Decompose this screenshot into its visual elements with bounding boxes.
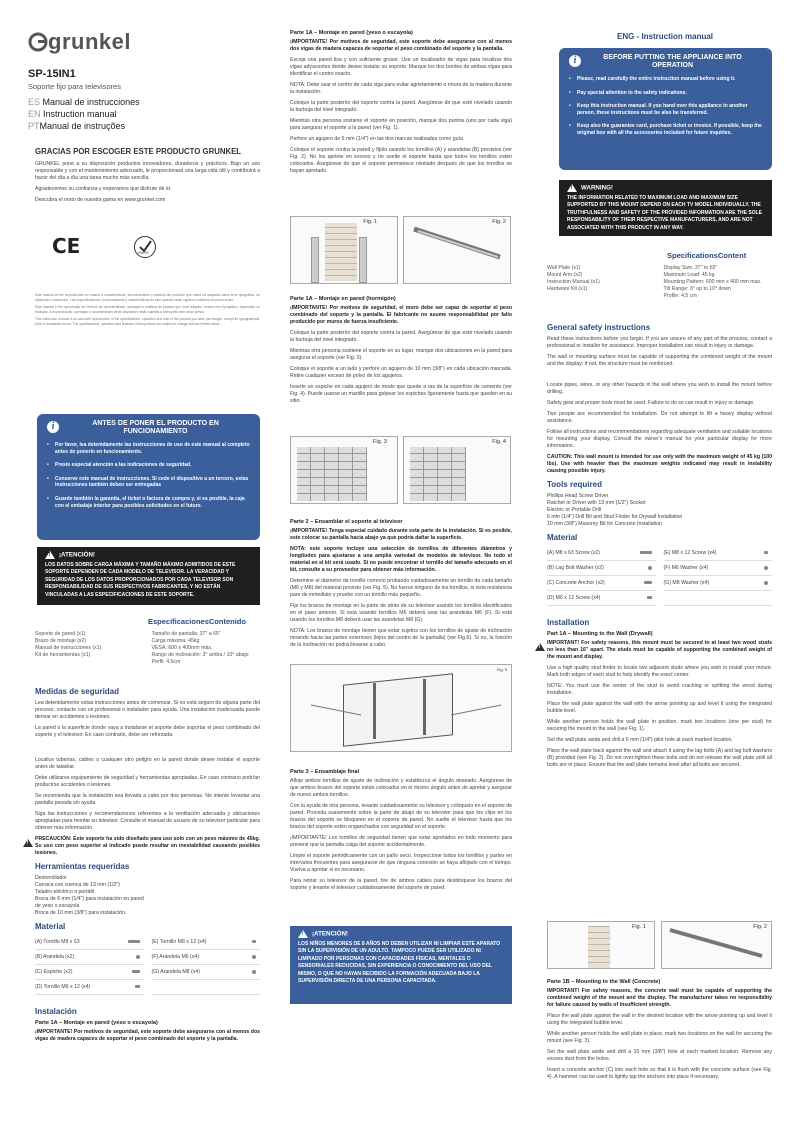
section-paragraph: NOTA: Debe usar el centro de cada viga para evitar agrietamiento o rotura de la madera durante la instalación.: [290, 82, 512, 95]
tool-item: Ratchet or Driver with 13 mm (1/2") Socket: [547, 500, 646, 506]
material-label: (D) M6 x 12 Screw (x4): [547, 595, 601, 601]
attention-body: LOS DATOS SOBRE CARGA MÁXIMA Y TAMAÑO MÁXIMO ADMITIDOS DE ESTE SOPORTE DEPENDEN DE CADA MODELO DE TELEVISOR. LA VERACIDAD Y SEGURIDAD DE LOS DATOS PROPORCIONADOS POR CADA TELEVISOR SON RESPONSABILIDAD DE SUS RESPECTIVOS FABRICANTES, Y NO ESTÁN VINCULADAS A LAS ESPECIFICACIONES DE ESTE SOPORTE.: [45, 562, 236, 598]
legal-notice-es: Este manual es fiel reproducción en cuanto a características, funcionamiento y estética del producto que usted ha adquirido salvo error tipográfico, de impresión o traducción. Las especificaciones, funcionamiento y características de este aparato están sujetos a cambios sin previo aviso.: [35, 293, 260, 302]
spec-item: VESA: 600 x 400mm máx.: [151, 645, 213, 651]
content-item: Hardware Kit (x1): [547, 286, 588, 292]
specs-heading-b: Contenido: [208, 617, 246, 626]
before-use-item: • Preste especial atención a las indicaciones de seguridad.: [47, 462, 250, 469]
lang-label: Manual de instrucciones: [42, 97, 140, 107]
thanks-title: GRACIAS POR ESCOGER ESTE PRODUCTO GRUNKEL: [35, 147, 242, 156]
spec-item: Mounting Pattern: 600 mm x 400 mm max.: [663, 279, 762, 285]
before-use-item: • Keep this instruction manual. If you hand over this appliance to another person, these instructions must be also be transferred.: [569, 103, 762, 116]
tool-item: 10 mm (3/8") Masonry Bit for Concrete Installation: [547, 521, 662, 527]
installation-title: Installation: [547, 618, 590, 627]
figure-label: Fig. 5: [496, 667, 507, 672]
caution-text: CAUTION: This wall mount is intended for use only with the maximum weight of 45 kg (100 lbs). Use with heavier than the maximum weights indicated may result in instability causing possible injury.: [547, 454, 772, 474]
section-paragraph: Coloque el soporte contra la pared y fíjelo usando los tornillos (A) y arandelas (B) provistos (ver Fig. 2). No los apriete en exceso y no suelte el soporte hasta que todos los tornillos estén colocados. Asegúrese de que el soporte permanece nivelado después de que los tornillos se hayan apretado.: [290, 147, 512, 174]
spec-item: Maximum Load: 45 kg: [663, 272, 715, 278]
specs-heading: [667, 251, 746, 260]
legal-notice-en: This instruction manual is an accurate reproduction of the specifications, operation and look of the product you have just bought, except for typographical, print or translation errors. The specifications, operation and features of this product are subject to change without further notice.: [35, 317, 260, 326]
specs-table: [547, 265, 772, 300]
section-paragraph: Perfore un agujero de 6 mm (1/4") en las dos marcas realizadas como guía.: [290, 136, 465, 142]
before-use-box: [559, 48, 772, 170]
warning-icon: !: [298, 930, 308, 938]
section-paragraph: Coloque el soporte a un lado y perfore un agujero de 10 mm (3/8") en cada ubicación marcada. Retire cualquier exceso de polvo de los agujeros.: [290, 366, 512, 379]
material-grid: [35, 935, 260, 995]
material-label: (E) Tornillo M8 x 12 (x4): [151, 939, 207, 945]
lang-code: PT: [28, 121, 40, 131]
rohs-label: RoHS: [138, 250, 149, 255]
figure-1: [547, 921, 655, 969]
stud-illustration: [359, 237, 367, 283]
safety-paragraph: Two people are recommended for installation. Do not attempt to lift a heavy display without assistance.: [547, 411, 772, 424]
before-use-item: • Guarde también la garantía, el ticket o factura de compra y, si es posible, la caja con el embalaje interior para posibles solicitudes en el futuro.: [47, 496, 250, 509]
section-paragraph: NOTA: este soporte incluye una selección de tornillos de diferentes diámetros y longitudes para ajustarse a una amplia variedad de modelos de televisor. No todo el material en el kit será usado. Si no puede encontrar el tornillo del tamaño adecuado en el kit, consulte a su proveedor para obtener más información.: [290, 546, 512, 573]
thanks-paragraph: Agradecemos su confianza y esperamos que disfrute de él.: [35, 186, 172, 192]
brick-wall-illustration: [410, 447, 466, 501]
brand-logo-text: grunkel: [48, 29, 131, 54]
warning-icon: !: [567, 184, 577, 192]
thanks-paragraph: GRUNKEL pone a su disposición productos innovadores, duraderos y prácticos. Bajo un uso responsable y con el mantenimiento adecuado, le proporcionará una larga vida útil y contribuirá a hacer del día a día una tarea mucho más sencilla.: [35, 161, 260, 181]
section-paragraph: Insert a concrete anchor (C) into each hole so that it is flush with the concrete surface (see Fig. 4). A hammer can be used to lightly tap the anchors into place if necessary.: [547, 1067, 772, 1080]
language-list: [28, 96, 228, 132]
section-paragraph: Escoja una pared lisa y con suficiente grosor. Use un localizador de vigas para localizar dos vigas adyacentes donde desee instalar su soporte. Marque los dos bordes de ambas vigas para identificar el centro exacto.: [290, 57, 512, 77]
section-title: Parte 1B – Mounting to the Wall (Concrete): [547, 979, 661, 985]
installation-title: Instalación: [35, 1007, 77, 1016]
material-label: (G) Arandela M8 (x4): [151, 969, 200, 975]
material-item: [152, 965, 261, 980]
before-use-title: BEFORE PUTTING THE APPLIANCE INTO OPERATION: [603, 54, 742, 69]
warning-title: WARNING!: [581, 184, 613, 192]
section-title: Parte 1A – Montaje en pared (yeso o escayola): [290, 30, 413, 36]
before-use-box: [37, 414, 260, 540]
warning-icon: !: [45, 551, 55, 559]
spec-item: Display Size: 37" to 65": [663, 265, 718, 271]
section-paragraph: ¡IMPORTANTE! Por motivos de seguridad, el muro debe ser capaz de soportar el peso combinado del soporte y la pantalla. El fabricante no asume responsabilidad por fallo producido por muros de fuerza insuficiente.: [290, 305, 512, 325]
figure-3: [290, 436, 398, 504]
section-paragraph: Set the wall plate aside and drill a 6 mm (1/4") pilot hole at each marked location.: [547, 737, 733, 743]
tool-item: Broca de 10 mm (3/8") para instalación.: [35, 910, 127, 916]
material-label: (C) Concrete Anchor (x2): [547, 580, 605, 586]
installation-paragraph: ¡IMPORTANTE! Por motivos de seguridad, este soporte debe asegurarse con al menos dos vigas de madera capaces de soportar el peso combinado del soporte y la pantalla.: [35, 1029, 260, 1042]
info-icon: i: [47, 421, 59, 433]
warning-box: [559, 180, 772, 236]
section-paragraph: While another person holds the wall plate in place, mark two locations on the wall for securing the mount (see Fig. 3).: [547, 1031, 772, 1044]
section-paragraph: Determine el diámetro de tornillo correcto probando cuidadosamente un tornillo de cada tamaño (M6 y M8) del material provisto (ver Fig. 5). No fuerce ninguno de los tornillos, si nota resistencia pare de inmediato y pruebe con un tornillo más pequeño.: [290, 578, 513, 598]
screw-icon: [252, 940, 256, 943]
material-item: [664, 546, 773, 561]
section-paragraph: ¡IMPORTANTE! Los tornillos de seguridad tienen que estar apretados en todo momento para prevenir que la pantalla caiga del soporte accidentalmente.: [290, 835, 512, 848]
wall-plate-illustration: [325, 223, 357, 281]
tool-item: Broca de 6 mm (1/4") para instalación en pared de yeso o escayola: [35, 896, 144, 909]
safety-title: General safety instructions: [547, 323, 651, 332]
warning-body: THE INFORMATION RELATED TO MAXIMUM LOAD AND MAXIMUM SIZE SUPPORTED BY THIS MOUNT DEPEND ON EACH TV MODEL INDIVIDUALLY. THE TRUTHFULNESS AND SAFETY OF THE PROVIDED INFORMATION ARE THE SOLE RESPONSABILITY OF THEIR RESPECTIVE MANUFACTURERS, AND ARE NOT ASSOCIATED WITH THIS PRODUCT IN ANY WAY.: [567, 195, 763, 231]
before-use-item: • Keep also the guarantee card, purchase ticket or invoice. If possible, keep the original box with all the accessories included for future inquiries.: [569, 123, 762, 136]
material-label: (D) Tornillo M6 x 12 (x4): [35, 984, 91, 990]
product-subtitle: Soporte fijo para televisores: [28, 82, 121, 91]
column-spanish-installation: [290, 0, 512, 1134]
tool-item: Taladro eléctrico o portátil: [35, 889, 95, 895]
before-use-item: • Pay special attention to the safety indications.: [569, 90, 762, 97]
safety-paragraph: Se recomienda que la instalación sea llevada a cabo por dos personas. No intente levantar una pantalla pesada sin ayuda.: [35, 793, 260, 806]
material-label: (B) Arandela (x2): [35, 954, 75, 960]
section-paragraph: Mientras otra persona sostiene el soporte en posición, marque dos puntos (uno por cada viga) para asegurar el soporte a la pared (ver Fig. 1).: [290, 118, 512, 131]
figure-5: [290, 664, 512, 752]
figure-label: Fig. 1: [363, 219, 377, 225]
stud-illustration: [311, 237, 319, 283]
section-paragraph: Coloque la parte posterior del soporte contra la pared. Asegúrese de que esté nivelado usando la burbuja del nivel integrado.: [290, 100, 512, 113]
material-item: [547, 546, 656, 561]
section-title: Part 1A – Mounting to the Wall (Drywall): [547, 631, 653, 637]
safety-paragraph: Follow all instructions and recommendations regarding adequate ventilation and suitable locations for mounting your display. Consult the owner's manual for your particular display for more information.: [547, 429, 772, 449]
installation-subtitle: Parte 1A – Montaje en pared (yeso o escayola): [35, 1020, 158, 1026]
material-item: [664, 576, 773, 591]
section-title: Parte 3 – Ensamblaje final: [290, 769, 360, 775]
material-item: [35, 980, 144, 995]
content-item: Instruction Manual (x1): [547, 279, 600, 285]
section-paragraph: Coloque la parte posterior del soporte contra la pared. Asegúrese de que esté nivelado usando la burbuja del nivel integrado.: [290, 330, 512, 343]
screw-icon: [128, 940, 140, 943]
section-paragraph: ¡IMPORTANTE! Tenga especial cuidado durante esta parte de la instalación. Si es posible, este colocar su pantalla hacia abajo ya que podría dañar la superficie.: [290, 528, 512, 541]
section-paragraph: Para retirar su televisor de la pared, tire de ambos cables para desbloquear los brazos del soporte y levante el televisor cuidadosamente del soporte de pared.: [290, 878, 512, 891]
washer-icon: [764, 566, 768, 570]
washer-icon: [252, 955, 256, 959]
material-title: Material: [547, 533, 578, 542]
safety-paragraph: Read these instructions before you begin. If you are unsure of any part of the process, contact a professional or installer for assistance. Improper installation can result in injury or damage.: [547, 336, 772, 349]
figure-1: [290, 216, 398, 284]
safety-paragraph: Safety gear and proper tools must be used. Failure to do so can result in injury or damage.: [547, 400, 755, 406]
safety-title: Medidas de seguridad: [35, 687, 120, 696]
material-grid: [547, 546, 772, 606]
specs-heading-b: Content: [717, 251, 747, 260]
tool-item: Phillips Head Screw Driver: [547, 493, 609, 499]
material-item: [35, 935, 144, 950]
attention-title: ¡ATENCIÓN!: [312, 930, 348, 938]
safety-paragraph: Locate pipes, wires, or any other hazards in the wall where you wish to install the mount before drilling.: [547, 382, 772, 395]
warning-icon: !: [535, 643, 545, 651]
section-paragraph: Con la ayuda de otra persona, levante cuidadosamente su televisor y colóquelo en el soporte de pared. Proceda suavemente sobre la parte de abajo de su televisor para que los clips en los brazos del soporte se bloqueen en el soporte de pared. No suelte el televisor hasta que los brazos del soporte estén enganchados con seguridad en el soporte.: [290, 803, 512, 830]
warning-icon: !: [23, 839, 33, 847]
material-label: (A) Tornillo M8 x 63: [35, 939, 80, 945]
material-label: (F) M6 Washer (x4): [663, 565, 709, 571]
wall-plate-illustration: [588, 926, 610, 968]
figure-label: Fig. 2: [492, 219, 506, 225]
section-paragraph: Mientras otra persona sostiene el soporte en su lugar, marque dos ubicaciones en la pared para asegurar el soporte (ver Fig. 3).: [290, 348, 512, 361]
material-item: [664, 561, 773, 576]
specs-heading-a: Specifications: [667, 251, 718, 260]
material-item: [547, 576, 656, 591]
content-item: Kit de herramientas (x1): [35, 652, 91, 658]
before-use-title: ANTES DE PONER EL PRODUCTO EN FUNCIONAMIENTO: [92, 420, 219, 435]
tool-item: Carraca con cuenca de 13 mm (1/2"): [35, 882, 120, 888]
grunkel-logo: [28, 28, 148, 56]
children-warning-box: [290, 926, 512, 1004]
column-spanish-intro: [28, 0, 260, 1134]
lang-label: Manual de instruções: [39, 121, 126, 131]
thanks-paragraph: Descubra el resto de nuestra gama en www.grunkel.com: [35, 197, 166, 203]
before-use-item: • Conserve este manual de instrucciones. Si cede el dispositivo a un tercero, estas instrucciones también deben ser entregadas: [47, 476, 250, 489]
figure-2: [661, 921, 772, 969]
section-paragraph: Limpie el soporte periódicamente con un paño seco. Inspeccione todos los tornillos y partes en intervalos frecuentes para asegurarse de que ninguna conexión se haya aflojado con el tiempo. Vuelva a apretar si es necesario.: [290, 853, 512, 873]
material-item: [152, 935, 261, 950]
material-item-empty: [152, 980, 261, 995]
section-paragraph: Place the wall plate against the wall in the desired location with the arrow pointing up and level it using the integrated bubble level.: [547, 1013, 772, 1026]
material-item-empty: [664, 591, 773, 606]
screw-icon: [640, 551, 652, 554]
bolt-illustration: [404, 217, 512, 285]
specs-table: [35, 631, 260, 666]
content-item: Mount Arm (x2): [547, 272, 583, 278]
specs-heading-a: Especificaciones: [148, 617, 209, 626]
spec-item: Carga máxima: 45kg: [151, 638, 200, 644]
safety-paragraph: Localice tuberías, cables o cualquier otro peligro en la pared donde desee instalar el soporte antes de taladrar.: [35, 757, 260, 770]
lang-label: Instruction manual: [43, 109, 117, 119]
spec-item: Rango de inclinación: 3° arriba / 10° abajo: [151, 652, 249, 658]
rohs-icon: [134, 236, 156, 258]
safety-paragraph: Lea detenidamente estas instrucciones antes de comenzar. Si no está seguro de alguna parte del proceso, contacte con un profesional o instalador para ayuda. Una instalación inadecuada puede derivar en accidentes o lesiones.: [35, 700, 260, 720]
anchor-icon: [132, 970, 140, 973]
material-label: (E) M8 x 12 Screw (x4): [663, 550, 717, 556]
tools-title: Tools required: [547, 480, 602, 489]
info-icon: i: [569, 55, 581, 67]
section-paragraph: NOTA: Los brazos de montaje tienen que estar sujetos con los tornillos de ajuste de inclinación mirando hacia las partes exteriores (lejos del centro de la pantalla) (ver Fig.6). Si no, la función de la inclinación no podrá llevarse a cabo.: [290, 628, 512, 648]
spec-item: Tamaño de pantalla: 37" a 65": [151, 631, 221, 637]
washer-icon: [764, 581, 768, 585]
lang-code: EN: [28, 109, 41, 119]
before-use-item: • Please, read carefully the entire instruction manual before using it.: [569, 76, 762, 83]
safety-paragraph: La pared o la superficie donde vaya a instalarse el soporte debe soportar el peso combinado del soporte y el televisor. En caso contrario, debe ser reforzada.: [35, 725, 260, 738]
caution-text: PRECAUCIÓN: Este soporte ha sido diseñado para uso solo con un peso máximo de 45kg. Su uso con peso superior al indicado puede resultar en inestabilidad causando posibles lesiones.: [35, 836, 260, 856]
figure-label: Fig. 3: [373, 439, 387, 445]
figure-2: [403, 216, 511, 284]
figure-label: Fig. 1: [632, 924, 646, 930]
spec-item: Profile: 4,5 cm: [663, 293, 697, 299]
before-use-item: • Por favor, lea detenidamente las instrucciones de uso de este manual al completo antes de ponerlo en funcionamiento.: [47, 442, 250, 455]
specs-heading: [148, 617, 246, 626]
section-paragraph: ¡IMPORTANTE! Por motivos de seguridad, este soporte debe asegurarse con al menos dos vigas de madera capaces de soportar el peso combinado del soporte y la pantalla.: [290, 39, 512, 52]
attention-body: LOS NIÑOS MENORES DE 8 AÑOS NO DEBEN UTILIZAR NI LIMPIAR ESTE APARATO SIN LA SUPERVISIÓN DE UN ADULTO. TAMPOCO PUEDE SER UTILIZADO NI LIMPIADO POR PERSONAS CON CAPACIDADES FÍSICAS, MENTALES O SENSORIALES REDUCIDAS, SIN EXPERIENCIA O CONOCIMIENTO DEL USO DEL MISMO, O QUE NO HAYAN RECIBIDO LA FORMACIÓN ADECUADA BAJO LA SUPERVISIÓN DIRECTA DE UNA PERSONA CAPACITADA.: [298, 941, 501, 985]
material-label: (C) Espiche (x2): [35, 969, 73, 975]
content-item: Soporte de pared (x1): [35, 631, 86, 637]
tool-item: 6 mm (1/4") Drill Bit and Stud Finder for Drywall Installation: [547, 514, 683, 520]
section-paragraph: IMPORTANT! For safety reasons, the concrete wall must be capable of supporting the combined weight of the mount and the display. The manufacturer takes no responsibility for failure caused by walls of insufficient strength.: [547, 988, 772, 1008]
tool-item: Electric or Portable Drill: [547, 507, 602, 513]
section-title: Parte 2 – Ensamblar el soporte al televisor: [290, 519, 403, 525]
attention-title: ¡ATENCIÓN!: [59, 551, 95, 559]
brick-wall-illustration: [297, 447, 367, 501]
section-paragraph: Set the wall plate aside and drill a 10 mm (3/8") hole at each marked location. Remove any excess dust from the holes.: [547, 1049, 772, 1062]
anchor-icon: [644, 581, 652, 584]
content-item: Brazo de montaje (x2): [35, 638, 87, 644]
section-paragraph: Inserte un espiche en cada agujero de modo que quede a ras de la superficie de cemento (ver Fig. 4). Puede usarse un martillo para golpear los espiches ligeramente hasta que queden en su sitio.: [290, 384, 512, 404]
material-item: [547, 591, 656, 606]
safety-paragraph: Debe utilizarse equipamiento de seguridad y herramientas apropiadas. En caso contrario podrían producirse accidentes o lesiones.: [35, 775, 260, 788]
screw-icon: [135, 985, 140, 988]
washer-icon: [252, 970, 256, 974]
material-title: Material: [35, 922, 66, 931]
material-item: [152, 950, 261, 965]
section-paragraph: Afloje ambos tornillos de ajuste de inclinación y establezca el ángulo deseado. Asegúrese de que ambos brazos del soporte están colocados en el mismo ángulo antes de apretar y asegurar de nuevo ambos tornillos.: [290, 778, 512, 798]
screw-icon: [764, 551, 768, 554]
section-paragraph: Use a high quality stud finder to locate two adjacent studs where you wish to install your mount. Mark both edges of each stud to help identify the exact center.: [547, 665, 772, 678]
spec-item: Perfil: 4,5cm: [151, 659, 181, 665]
tools-title: Herramientas requeridas: [35, 862, 130, 871]
attention-box: [37, 547, 260, 605]
material-label: (B) Lag Bolt Washer (x2): [547, 565, 604, 571]
content-item: Manual de instrucciones (x1): [35, 645, 102, 651]
spec-item: Tilt Range: 3° up to 10° down: [663, 286, 731, 292]
material-item: [547, 561, 656, 576]
section-paragraph: Fije los brazos de montaje en la parte de atrás de su televisor usando los tornillos identificados en el paso anterior. Si está usando tornillos M6 deberá usar las arandelas M6 (F). Si está usando los tornillos M8 deberá usar las arandelas M8 (G).: [290, 603, 512, 623]
figure-label: Fig. 4: [492, 439, 506, 445]
section-paragraph: Place the wall plate against the wall with the arrow pointing up and level it using the integrated bubble level.: [547, 701, 772, 714]
content-item: Wall Plate (x1): [547, 265, 581, 271]
screw-icon: [647, 596, 652, 599]
section-paragraph: IMPORTANT! For safety reasons, this mount must be secured to at least two wood studs no less than 16" apart. The studs must be capable of supporting the combined weight of the mount and display.: [547, 640, 772, 660]
washer-icon: [136, 955, 140, 959]
figure-label: Fig. 2: [753, 924, 767, 930]
washer-icon: [648, 566, 652, 570]
model-number: SP-15IN1: [28, 68, 76, 80]
section-paragraph: NOTE: You must use the center of the stud to avoid cracking or splitting the wood during installation.: [547, 683, 772, 696]
column-english: [538, 0, 772, 1134]
ce-mark: CE: [52, 234, 81, 258]
tool-item: Destornillador: [35, 875, 68, 881]
section-paragraph: While another person holds the wall plate in position, mark two locations (one per stud) for securing the mount to the wall (see Fig. 1).: [547, 719, 772, 732]
figure-4: [403, 436, 511, 504]
section-paragraph: Place the wall plate back against the wall and attach it using the lag bolts (A) and lag bolt washers (B) provided (see Fig. 2). Do not over-tighten these bolts and do not release the wall plate until all bolts are in place. Ensure that the wall plate remains level after all bolts are secured.: [547, 748, 772, 768]
lang-code: ES: [28, 97, 41, 107]
material-label: (F) Arandela M6 (x4): [151, 954, 200, 960]
screw-callout-illustration: [291, 665, 513, 753]
safety-paragraph: The wall or mounting surface must be capable of supporting the combined weight of the mount and the display; if not, the structure must be reinforced.: [547, 354, 772, 367]
material-item: [35, 965, 144, 980]
material-label: (G) M8 Washer (x4): [663, 580, 710, 586]
material-label: (A) M8 x 63 Screw (x2): [547, 550, 601, 556]
safety-paragraph: Siga las instrucciones y recomendaciones referentes a la ventilación adecuada y ubicaciones apropiadas para montar su televisor. Consulte el manual de usuario de su televisor particular para obtener más información.: [35, 811, 260, 831]
english-title: ENG - Instruction manual: [617, 32, 714, 41]
material-item: [35, 950, 144, 965]
legal-notice-pt: Este manual é fiel reprodução em termos de características, operação e estética do produto que você adquiriu, exceto erro tipográfico, impressão ou tradução. A especificação, operação e características deste dispositivo estão sujeitas a alterações sem aviso prévio.: [35, 305, 260, 314]
section-title: Parte 1A – Montaje en pared (hormigón): [290, 296, 396, 302]
